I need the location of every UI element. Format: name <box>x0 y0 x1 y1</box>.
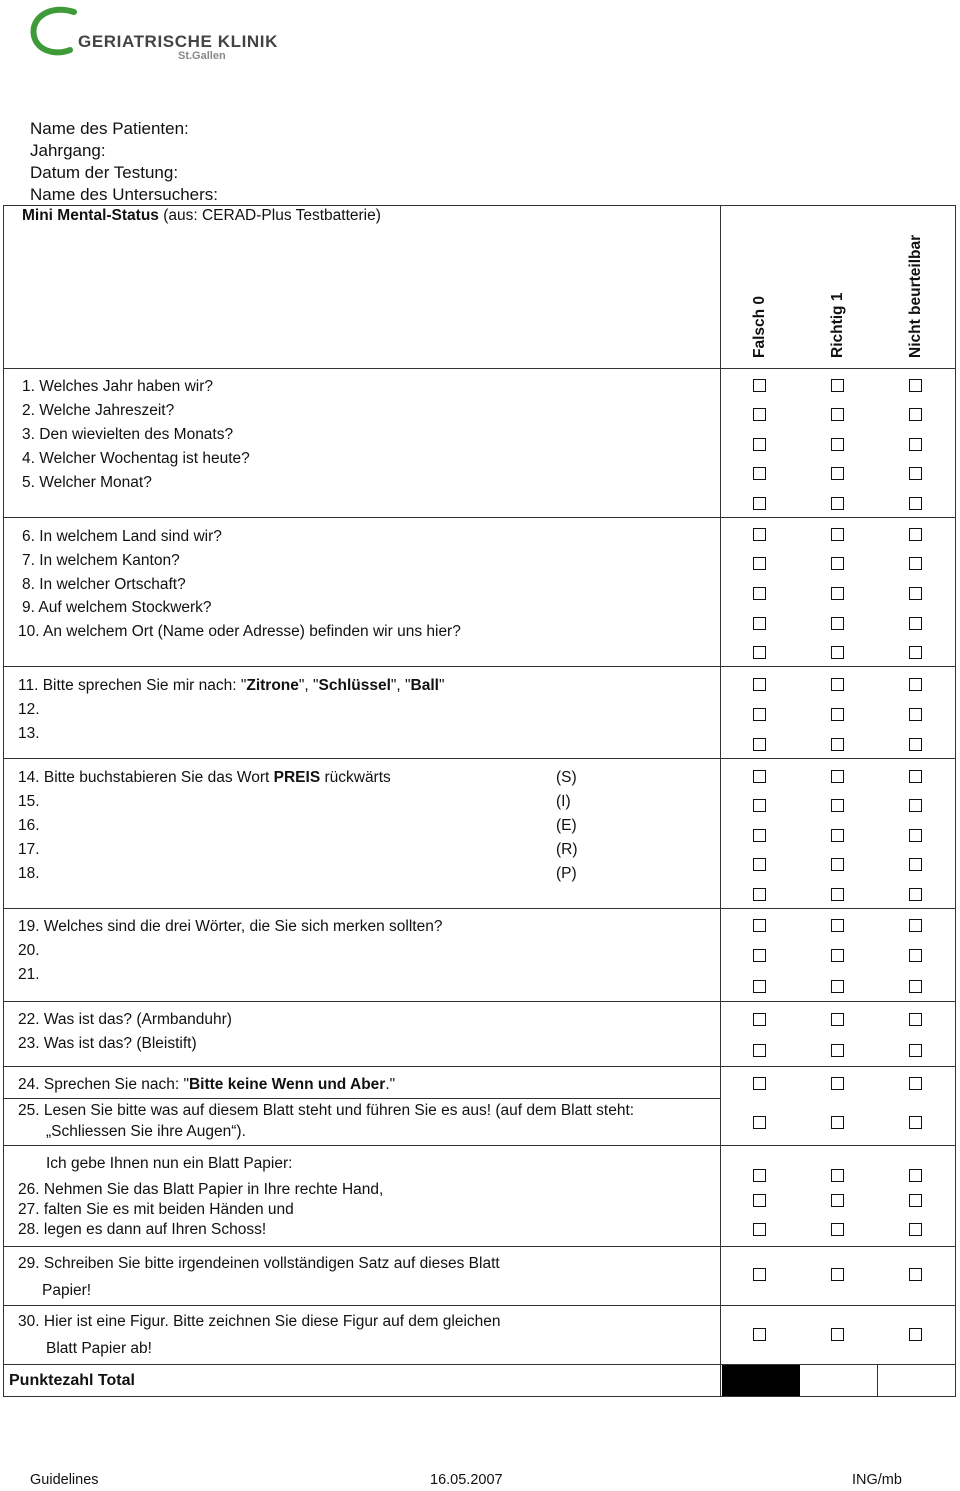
column-header-richtig: Richtig 1 <box>829 292 846 358</box>
row-divider <box>3 517 956 518</box>
checkbox-q27-nicht-beurteilbar[interactable] <box>909 1194 922 1207</box>
column-divider <box>877 1365 878 1396</box>
question-29-cont: Papier! <box>42 1282 92 1299</box>
row-divider <box>3 1066 956 1067</box>
checkbox-q28-nicht-beurteilbar[interactable] <box>909 1223 922 1236</box>
checkbox-q22-richtig[interactable] <box>831 1013 844 1026</box>
checkbox-q9-falsch[interactable] <box>753 617 766 630</box>
checkbox-q21-falsch[interactable] <box>753 980 766 993</box>
checkbox-q21-richtig[interactable] <box>831 980 844 993</box>
row-divider <box>3 1098 721 1099</box>
checkbox-q21-nicht-beurteilbar[interactable] <box>909 980 922 993</box>
checkbox-q30-nicht-beurteilbar[interactable] <box>909 1328 922 1341</box>
total-falsch-cell <box>722 1365 800 1396</box>
footer-guidelines: Guidelines <box>30 1472 99 1488</box>
checkbox-q3-richtig[interactable] <box>831 438 844 451</box>
checkbox-q25-richtig[interactable] <box>831 1116 844 1129</box>
logo-location: St.Gallen <box>178 50 226 62</box>
question-19: 19. Welches sind die drei Wörter, die Sie sich merken sollten? <box>18 918 443 935</box>
column-header-nicht-beurteilbar: Nicht beurteilbar <box>907 234 924 358</box>
question-10: 10. An welchem Ort (Name oder Adresse) befinden wir uns hier? <box>18 623 461 640</box>
title-source: (aus: CERAD-Plus Testbatterie) <box>158 207 381 224</box>
checkbox-q12-nicht-beurteilbar[interactable] <box>909 708 922 721</box>
checkbox-q18-falsch[interactable] <box>753 888 766 901</box>
question-30-cont: Blatt Papier ab! <box>46 1340 152 1357</box>
checkbox-q20-falsch[interactable] <box>753 949 766 962</box>
checkbox-q11-richtig[interactable] <box>831 678 844 691</box>
row-divider <box>3 1305 956 1306</box>
question-27: 27. falten Sie es mit beiden Händen und <box>18 1201 294 1218</box>
checkbox-q16-falsch[interactable] <box>753 829 766 842</box>
letter-p: (P) <box>556 865 577 882</box>
checkbox-q1-falsch[interactable] <box>753 379 766 392</box>
checkbox-q7-nicht-beurteilbar[interactable] <box>909 557 922 570</box>
checkbox-q22-falsch[interactable] <box>753 1013 766 1026</box>
question-11: 11. Bitte sprechen Sie mir nach: "Zitrone", "Schlüssel", "Ball" <box>18 677 445 694</box>
patient-name-label: Name des Patienten: <box>30 119 189 138</box>
question-20: 20. <box>18 942 40 959</box>
checkbox-q17-nicht-beurteilbar[interactable] <box>909 858 922 871</box>
checkbox-q25-nicht-beurteilbar[interactable] <box>909 1116 922 1129</box>
checkbox-q4-nicht-beurteilbar[interactable] <box>909 467 922 480</box>
question-17: 17. <box>18 841 40 858</box>
checkbox-q6-richtig[interactable] <box>831 528 844 541</box>
checkbox-q15-falsch[interactable] <box>753 799 766 812</box>
row-divider <box>3 1001 956 1002</box>
checkbox-q29-falsch[interactable] <box>753 1268 766 1281</box>
checkbox-q10-nicht-beurteilbar[interactable] <box>909 646 922 659</box>
question-8: 8. In welcher Ortschaft? <box>22 576 186 593</box>
row-divider <box>3 368 956 369</box>
footer-date: 16.05.2007 <box>430 1472 503 1488</box>
question-23: 23. Was ist das? (Bleistift) <box>18 1035 197 1052</box>
checkbox-q8-nicht-beurteilbar[interactable] <box>909 587 922 600</box>
column-divider <box>720 205 721 1397</box>
test-date-label: Datum der Testung: <box>30 163 179 182</box>
question-14: 14. Bitte buchstabieren Sie das Wort PREIS rückwärts <box>18 769 391 786</box>
checkbox-q12-richtig[interactable] <box>831 708 844 721</box>
checkbox-q7-falsch[interactable] <box>753 557 766 570</box>
checkbox-q10-richtig[interactable] <box>831 646 844 659</box>
logo-name: GERIATRISCHE KLINIK <box>78 32 278 51</box>
checkbox-q9-nicht-beurteilbar[interactable] <box>909 617 922 630</box>
checkbox-q8-richtig[interactable] <box>831 587 844 600</box>
checkbox-q22-nicht-beurteilbar[interactable] <box>909 1013 922 1026</box>
question-7: 7. In welchem Kanton? <box>22 552 180 569</box>
checkbox-q11-nicht-beurteilbar[interactable] <box>909 678 922 691</box>
checkbox-q2-falsch[interactable] <box>753 408 766 421</box>
checkbox-q26-nicht-beurteilbar[interactable] <box>909 1169 922 1182</box>
row-divider <box>3 1364 956 1365</box>
checkbox-q7-richtig[interactable] <box>831 557 844 570</box>
question-25-cont: „Schliessen Sie ihre Augen“). <box>46 1123 246 1140</box>
paper-intro: Ich gebe Ihnen nun ein Blatt Papier: <box>46 1155 293 1172</box>
row-divider <box>3 1145 956 1146</box>
checkbox-q15-nicht-beurteilbar[interactable] <box>909 799 922 812</box>
question-4: 4. Welcher Wochentag ist heute? <box>22 450 250 467</box>
question-3: 3. Den wievielten des Monats? <box>22 426 234 443</box>
checkbox-q5-nicht-beurteilbar[interactable] <box>909 497 922 510</box>
question-21: 21. <box>18 966 40 983</box>
question-12: 12. <box>18 701 40 718</box>
checkbox-q28-falsch[interactable] <box>753 1223 766 1236</box>
checkbox-q23-falsch[interactable] <box>753 1044 766 1057</box>
checkbox-q17-richtig[interactable] <box>831 858 844 871</box>
checkbox-q23-richtig[interactable] <box>831 1044 844 1057</box>
checkbox-q4-richtig[interactable] <box>831 467 844 480</box>
checkbox-q15-richtig[interactable] <box>831 799 844 812</box>
checkbox-q28-richtig[interactable] <box>831 1223 844 1236</box>
checkbox-q2-richtig[interactable] <box>831 408 844 421</box>
letter-s: (S) <box>556 769 577 786</box>
checkbox-q19-richtig[interactable] <box>831 919 844 932</box>
checkbox-q10-falsch[interactable] <box>753 646 766 659</box>
checkbox-q14-falsch[interactable] <box>753 770 766 783</box>
question-13: 13. <box>18 725 40 742</box>
question-1: 1. Welches Jahr haben wir? <box>22 378 213 395</box>
checkbox-q3-falsch[interactable] <box>753 438 766 451</box>
checkbox-q19-nicht-beurteilbar[interactable] <box>909 919 922 932</box>
checkbox-q16-nicht-beurteilbar[interactable] <box>909 829 922 842</box>
examiner-name-label: Name des Untersuchers: <box>30 185 219 204</box>
checkbox-q26-falsch[interactable] <box>753 1169 766 1182</box>
checkbox-q18-richtig[interactable] <box>831 888 844 901</box>
checkbox-q14-richtig[interactable] <box>831 770 844 783</box>
checkbox-q17-falsch[interactable] <box>753 858 766 871</box>
letter-r: (R) <box>556 841 578 858</box>
checkbox-q8-falsch[interactable] <box>753 587 766 600</box>
checkbox-q6-nicht-beurteilbar[interactable] <box>909 528 922 541</box>
question-26: 26. Nehmen Sie das Blatt Papier in Ihre rechte Hand, <box>18 1181 384 1198</box>
question-9: 9. Auf welchem Stockwerk? <box>22 599 212 616</box>
total-score-label: Punktezahl Total <box>9 1372 135 1389</box>
checkbox-q13-nicht-beurteilbar[interactable] <box>909 738 922 751</box>
checkbox-q12-falsch[interactable] <box>753 708 766 721</box>
checkbox-q24-falsch[interactable] <box>753 1077 766 1090</box>
checkbox-q5-falsch[interactable] <box>753 497 766 510</box>
checkbox-q16-richtig[interactable] <box>831 829 844 842</box>
checkbox-q3-nicht-beurteilbar[interactable] <box>909 438 922 451</box>
checkbox-q30-richtig[interactable] <box>831 1328 844 1341</box>
row-divider <box>3 666 956 667</box>
checkbox-q25-falsch[interactable] <box>753 1116 766 1129</box>
checkbox-q13-falsch[interactable] <box>753 738 766 751</box>
question-28: 28. legen es dann auf Ihren Schoss! <box>18 1221 267 1238</box>
checkbox-q30-falsch[interactable] <box>753 1328 766 1341</box>
checkbox-q4-falsch[interactable] <box>753 467 766 480</box>
checkbox-q9-richtig[interactable] <box>831 617 844 630</box>
question-16: 16. <box>18 817 40 834</box>
checkbox-q2-nicht-beurteilbar[interactable] <box>909 408 922 421</box>
question-6: 6. In welchem Land sind wir? <box>22 528 222 545</box>
checkbox-q24-nicht-beurteilbar[interactable] <box>909 1077 922 1090</box>
row-divider <box>3 1246 956 1247</box>
letter-e: (E) <box>556 817 577 834</box>
row-divider <box>3 908 956 909</box>
column-header-falsch: Falsch 0 <box>751 295 768 358</box>
question-24: 24. Sprechen Sie nach: "Bitte keine Wenn und Aber." <box>18 1076 396 1093</box>
question-22: 22. Was ist das? (Armbanduhr) <box>18 1011 232 1028</box>
title-bold: Mini Mental-Status <box>22 207 159 224</box>
table-title <box>22 207 381 225</box>
checkbox-q29-nicht-beurteilbar[interactable] <box>909 1268 922 1281</box>
patient-fields <box>30 118 218 206</box>
question-25: 25. Lesen Sie bitte was auf diesem Blatt steht und führen Sie es aus! (auf dem Blatt steht: <box>18 1102 635 1119</box>
checkbox-q24-richtig[interactable] <box>831 1077 844 1090</box>
question-29: 29. Schreiben Sie bitte irgendeinen vollständigen Satz auf dieses Blatt <box>18 1255 500 1272</box>
question-15: 15. <box>18 793 40 810</box>
checkbox-q1-richtig[interactable] <box>831 379 844 392</box>
letter-i: (I) <box>556 793 571 810</box>
checkbox-q27-richtig[interactable] <box>831 1194 844 1207</box>
birth-year-label: Jahrgang: <box>30 141 106 160</box>
question-18: 18. <box>18 865 40 882</box>
checkbox-q20-richtig[interactable] <box>831 949 844 962</box>
checkbox-q13-richtig[interactable] <box>831 738 844 751</box>
checkbox-q5-richtig[interactable] <box>831 497 844 510</box>
checkbox-q19-falsch[interactable] <box>753 919 766 932</box>
checkbox-q27-falsch[interactable] <box>753 1194 766 1207</box>
question-30: 30. Hier ist eine Figur. Bitte zeichnen Sie diese Figur auf dem gleichen <box>18 1313 501 1330</box>
checkbox-q6-falsch[interactable] <box>753 528 766 541</box>
checkbox-q1-nicht-beurteilbar[interactable] <box>909 379 922 392</box>
clinic-logo <box>28 6 278 64</box>
checkbox-q18-nicht-beurteilbar[interactable] <box>909 888 922 901</box>
checkbox-q14-nicht-beurteilbar[interactable] <box>909 770 922 783</box>
question-2: 2. Welche Jahreszeit? <box>22 402 175 419</box>
question-5: 5. Welcher Monat? <box>22 474 152 491</box>
checkbox-q23-nicht-beurteilbar[interactable] <box>909 1044 922 1057</box>
checkbox-q29-richtig[interactable] <box>831 1268 844 1281</box>
checkbox-q20-nicht-beurteilbar[interactable] <box>909 949 922 962</box>
checkbox-q26-richtig[interactable] <box>831 1169 844 1182</box>
checkbox-q11-falsch[interactable] <box>753 678 766 691</box>
footer-initials: ING/mb <box>852 1472 902 1488</box>
row-divider <box>3 758 956 759</box>
